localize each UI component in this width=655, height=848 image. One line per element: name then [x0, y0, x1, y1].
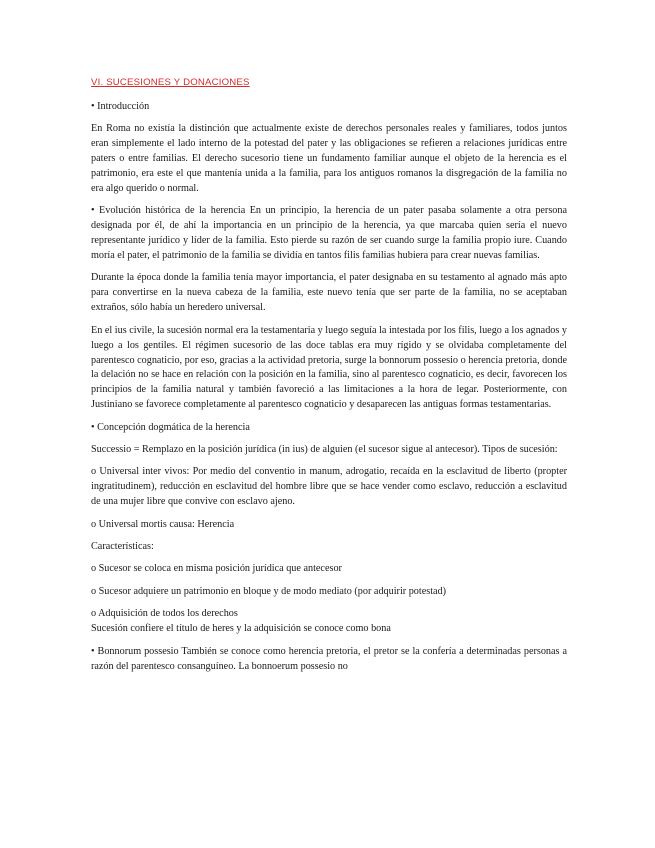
- list-item-sucesor-patrimonio: o Sucesor adquiere un patrimonio en bloque y de modo mediato (por adquirir potestad): [91, 585, 447, 597]
- paragraph-successio: Successio = Remplazo en la posición jurídica (in ius) de alguien (el sucesor sigue al antecesor). Tipos de sucesión:: [91, 444, 558, 456]
- paragraph-ius-civile: En el ius civile, la sucesión normal era la testamentaria y luego seguía la intestada por los filis, luego a los agnados y luego a los gentiles. El régimen sucesorio de las doce tablas era muy rígido y se olvidaba completamente del parentesco cognaticio, por eso, gracias a la actividad pretoria, surge la bonnorum possesio o herencia pretoria, donde la delación no se hace en relación con la posición en la familia, sino al parentesco cognaticio, es decir, favorecen los principios de la familia natural y también favoreció a las limitaciones a la hora de legar. Posteriormente, con Justiniano se favorece completamente al parentesco cognaticio y desaparecen las antiguas formas testamentarias.: [91, 324, 567, 411]
- paragraph-bonnorum-possesio: • Bonnorum possesio También se conoce como herencia pretoria, el pretor se la confería a determinadas personas a razón del parentesco consanguíneo. La bonnoerum possesio no: [91, 645, 567, 672]
- paragraph-introduccion: En Roma no existía la distinción que actualmente existe de derechos personales reales y familiares, todos juntos eran simplemente el lado interno de la potestad del pater y las obligaciones se refieren a relaciones jurídicas entre paters o entre familias. El derecho sucesorio tiene un fundamento familiar aunque el objeto de la herencia es el patrimonio, era este el que mantenía unida a la familia, para los antiguos romanos la disgregación de la familia no era algo querido o normal.: [91, 123, 567, 194]
- adquisicion-line-1: o Adquisición de todos los derechos: [91, 608, 238, 620]
- paragraph-evolucion-historica: • Evolución histórica de la herencia En un principio, la herencia de un pater pasaba solamente a otra persona designada por él, de ahí la importancia en un principio de la herencia, ya que marcaba quien sería el nuevo representante jurídico y líder de la familia. Esto pierde su razón de ser cuando surge la familia propio iure. Cuando moría el pater, el patrimonio de la familia se dividía en tantos filis familias hubiera para crear nuevas familias.: [91, 205, 567, 262]
- heading-caracteristicas: Características:: [91, 541, 154, 553]
- document-body: [91, 76, 567, 682]
- heading-concepcion-dogmatica: • Concepción dogmática de la herencia: [91, 421, 250, 433]
- list-item-sucesor-posicion: o Sucesor se coloca en misma posición jurídica que antecesor: [91, 563, 342, 575]
- list-item-universal-inter-vivos: o Universal inter vivos: Por medio del conventio in manum, adrogatio, recaída en la esclavitud de liberto (propter ingratitudinem), reducción en esclavitud del hombre libre que se hace vender como esclavo, reducción a esclavitud de una mujer libre que convive con esclavo ajeno.: [91, 466, 567, 508]
- section-title: VI. SUCESIONES Y DONACIONES: [91, 77, 250, 88]
- paragraph-epoca-familia: Durante la época donde la familia tenía mayor importancia, el pater designaba en su testamento al agnado más apto para convertirse en la nueva cabeza de la familia, este nuevo tenía que ser parte de la familia, no se aceptaban extraños, sólo había un heredero universal.: [91, 272, 567, 314]
- heading-introduccion: • Introducción: [91, 100, 150, 112]
- list-item-adquisicion-derechos: [91, 607, 567, 637]
- adquisicion-line-2: Sucesión confiere el título de heres y la adquisición se conoce como bona: [91, 623, 391, 635]
- list-item-universal-mortis-causa: o Universal mortis causa: Herencia: [91, 518, 235, 530]
